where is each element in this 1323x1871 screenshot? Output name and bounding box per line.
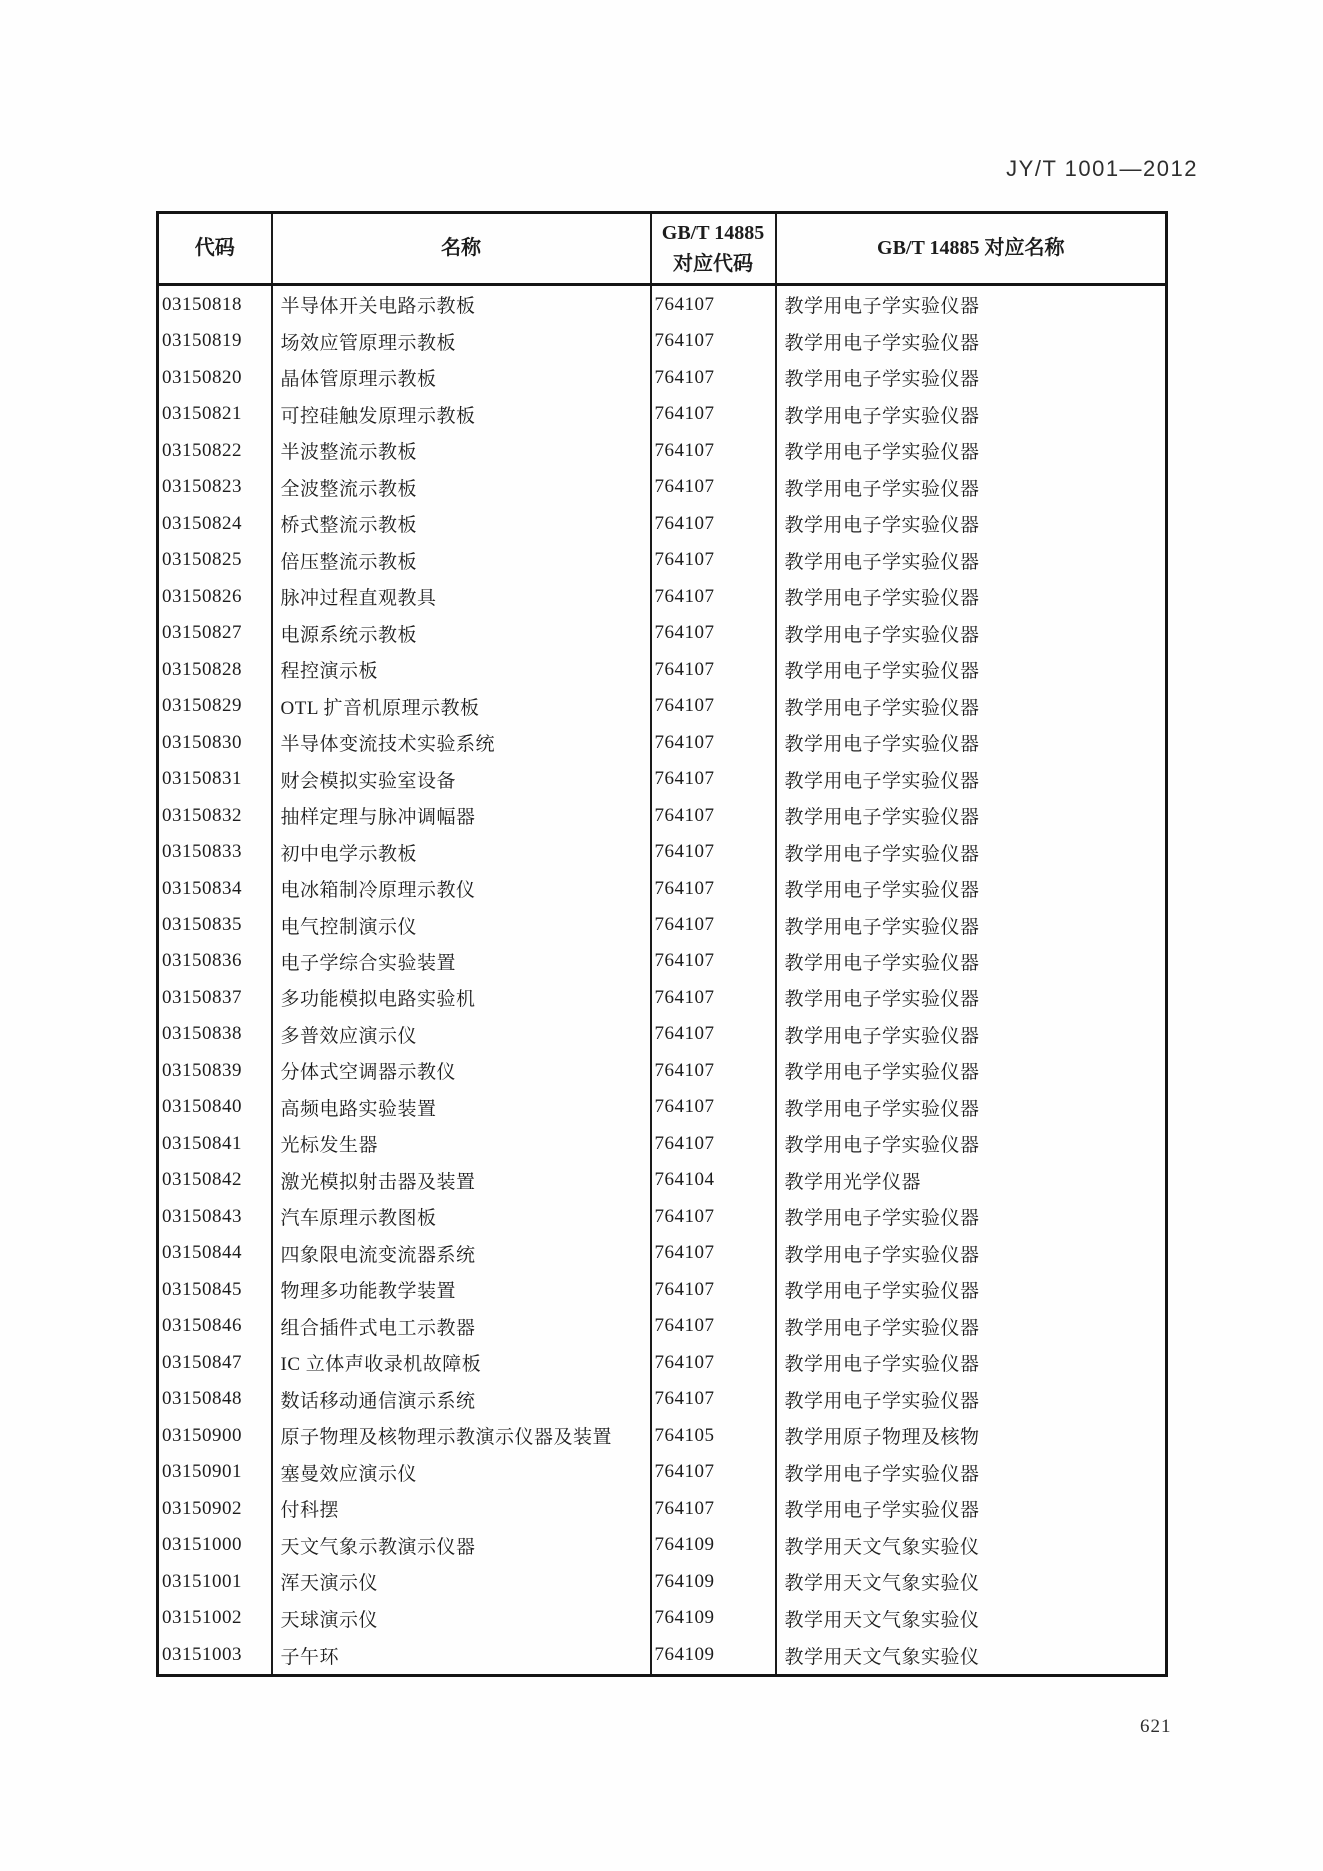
- gbt-code-cell: 764109: [651, 1636, 776, 1675]
- name-cell: 物理多功能教学装置: [272, 1272, 651, 1308]
- gbt-name-cell: 教学用电子学实验仪器: [776, 797, 1167, 833]
- code-cell: 03150842: [162, 1169, 242, 1191]
- gbt-code-cell: 764107: [651, 360, 776, 396]
- code-cell: 03150902: [162, 1497, 242, 1519]
- name-cell: 程控演示板: [272, 651, 651, 687]
- name-cell: 倍压整流示教板: [272, 542, 651, 578]
- header-gbt-code-line2: 对应代码: [673, 252, 753, 275]
- name-cell: 子午环: [272, 1636, 651, 1675]
- table-row: [158, 1199, 1167, 1235]
- gbt-code-cell: 764107: [651, 907, 776, 943]
- name-cell: 电子学综合实验装置: [272, 943, 651, 979]
- code-cell: 03151003: [162, 1644, 242, 1666]
- table-row: [158, 1272, 1167, 1308]
- table-row: [158, 396, 1167, 432]
- table-row: [158, 505, 1167, 541]
- gbt-name-cell: 教学用电子学实验仪器: [776, 542, 1167, 578]
- gbt-code-cell: 764107: [651, 542, 776, 578]
- code-cell: 03151002: [162, 1607, 242, 1629]
- table-row: [158, 1527, 1167, 1563]
- gbt-name-cell: 教学用电子学实验仪器: [776, 1454, 1167, 1490]
- table-row: [158, 1345, 1167, 1381]
- code-cell: 03150838: [162, 1023, 242, 1045]
- code-cell: 03150848: [162, 1388, 242, 1410]
- gbt-name-cell: 教学用电子学实验仪器: [776, 834, 1167, 870]
- table-header-row: [158, 213, 1167, 285]
- table-row: [158, 1016, 1167, 1052]
- table-row: [158, 432, 1167, 468]
- code-cell: 03151001: [162, 1570, 242, 1592]
- gbt-name-cell: 教学用原子物理及核物: [776, 1418, 1167, 1454]
- gbt-name-cell: 教学用电子学实验仪器: [776, 1308, 1167, 1344]
- table-row: [158, 285, 1167, 324]
- gbt-name-cell: 教学用电子学实验仪器: [776, 1199, 1167, 1235]
- gbt-code-cell: 764107: [651, 615, 776, 651]
- table-row: [158, 797, 1167, 833]
- table-row: [158, 1381, 1167, 1417]
- table-row: [158, 1563, 1167, 1599]
- doc-standard-number: JY/T 1001—2012: [1006, 156, 1198, 181]
- table-row: [158, 1235, 1167, 1271]
- gbt-code-cell: 764107: [651, 323, 776, 359]
- table-row: [158, 323, 1167, 359]
- code-cell: 03150819: [162, 330, 242, 352]
- gbt-name-cell: 教学用光学仪器: [776, 1162, 1167, 1198]
- name-cell: 数话移动通信演示系统: [272, 1381, 651, 1417]
- code-cell: 03150831: [162, 768, 242, 790]
- table-body: [158, 285, 1167, 1676]
- gbt-code-cell: 764107: [651, 578, 776, 614]
- gbt-name-cell: 教学用天文气象实验仪: [776, 1600, 1167, 1636]
- gbt-name-cell: 教学用电子学实验仪器: [776, 578, 1167, 614]
- header-gbt-code-line1: GB/T 14885: [661, 221, 765, 244]
- header-code-label: 代码: [194, 237, 235, 259]
- gbt-name-cell: 教学用电子学实验仪器: [776, 615, 1167, 651]
- name-cell: 四象限电流变流器系统: [272, 1235, 651, 1271]
- header-gbt-name-label: GB/T 14885 对应名称: [877, 237, 1065, 259]
- gbt-code-cell: 764107: [651, 432, 776, 468]
- name-cell: 桥式整流示教板: [272, 505, 651, 541]
- name-cell: 原子物理及核物理示教演示仪器及装置: [272, 1418, 651, 1454]
- gbt-code-cell: 764107: [651, 396, 776, 432]
- table-row: [158, 980, 1167, 1016]
- gbt-code-cell: 764107: [651, 1491, 776, 1527]
- name-cell: 全波整流示教板: [272, 469, 651, 505]
- table-row: [158, 1454, 1167, 1490]
- code-cell: 03150820: [162, 366, 242, 388]
- gbt-name-cell: 教学用电子学实验仪器: [776, 1235, 1167, 1271]
- gbt-name-cell: 教学用电子学实验仪器: [776, 323, 1167, 359]
- name-cell: 抽样定理与脉冲调幅器: [272, 797, 651, 833]
- code-cell: 03150835: [162, 914, 242, 935]
- gbt-name-cell: 教学用天文气象实验仪: [776, 1563, 1167, 1599]
- gbt-name-cell: 教学用电子学实验仪器: [776, 1491, 1167, 1527]
- gbt-name-cell: 教学用电子学实验仪器: [776, 943, 1167, 979]
- table-row: [158, 1491, 1167, 1527]
- gbt-name-cell: 教学用电子学实验仪器: [776, 469, 1167, 505]
- gbt-name-cell: 教学用电子学实验仪器: [776, 1126, 1167, 1162]
- gbt-code-cell: 764107: [651, 761, 776, 797]
- code-cell: 03150843: [162, 1205, 242, 1227]
- gbt-code-cell: 764107: [651, 870, 776, 906]
- gbt-code-cell: 764107: [651, 980, 776, 1016]
- name-cell: 可控硅触发原理示教板: [272, 396, 651, 432]
- code-cell: 03150829: [162, 695, 242, 717]
- table-row: [158, 1053, 1167, 1089]
- gbt-code-cell: 764109: [651, 1600, 776, 1636]
- gbt-name-cell: 教学用电子学实验仪器: [776, 724, 1167, 760]
- gbt-code-cell: 764104: [651, 1162, 776, 1198]
- name-cell: 汽车原理示教图板: [272, 1199, 651, 1235]
- table-row: [158, 1308, 1167, 1344]
- gbt-name-cell: 教学用电子学实验仪器: [776, 761, 1167, 797]
- gbt-name-cell: 教学用电子学实验仪器: [776, 1381, 1167, 1417]
- table-row: [158, 1126, 1167, 1162]
- name-cell: 初中电学示教板: [272, 834, 651, 870]
- table-row: [158, 1600, 1167, 1636]
- code-cell: 03150834: [162, 877, 242, 899]
- table-row: [158, 943, 1167, 979]
- header-code: [158, 213, 272, 285]
- gbt-code-cell: 764109: [651, 1563, 776, 1599]
- code-mapping-table: [156, 211, 1168, 1677]
- gbt-name-cell: 教学用电子学实验仪器: [776, 651, 1167, 687]
- name-cell: 财会模拟实验室设备: [272, 761, 651, 797]
- header-name: [272, 213, 651, 285]
- gbt-code-cell: 764107: [651, 943, 776, 979]
- code-cell: 03150818: [162, 293, 242, 315]
- name-cell: 付科摆: [272, 1491, 651, 1527]
- table-row: [158, 360, 1167, 396]
- name-cell: 脉冲过程直观教具: [272, 578, 651, 614]
- table-row: [158, 724, 1167, 760]
- code-cell: 03150822: [162, 439, 242, 461]
- code-cell: 03150846: [162, 1315, 242, 1337]
- table-row: [158, 1418, 1167, 1454]
- name-cell: 分体式空调器示教仪: [272, 1053, 651, 1089]
- gbt-name-cell: 教学用电子学实验仪器: [776, 1016, 1167, 1052]
- code-cell: 03150823: [162, 476, 242, 498]
- name-cell: 多普效应演示仪: [272, 1016, 651, 1052]
- code-cell: 03150830: [162, 731, 242, 753]
- code-cell: 03150826: [162, 585, 242, 607]
- table-row: [158, 1162, 1167, 1198]
- gbt-code-cell: 764107: [651, 688, 776, 724]
- name-cell: 电源系统示教板: [272, 615, 651, 651]
- table-row: [158, 870, 1167, 906]
- gbt-name-cell: 教学用天文气象实验仪: [776, 1636, 1167, 1675]
- name-cell: 半导体变流技术实验系统: [272, 724, 651, 760]
- name-cell: 场效应管原理示教板: [272, 323, 651, 359]
- gbt-code-cell: 764107: [651, 724, 776, 760]
- gbt-name-cell: 教学用电子学实验仪器: [776, 505, 1167, 541]
- gbt-code-cell: 764107: [651, 1235, 776, 1271]
- gbt-name-cell: 教学用电子学实验仪器: [776, 1053, 1167, 1089]
- gbt-code-cell: 764107: [651, 1016, 776, 1052]
- code-cell: 03150901: [162, 1461, 242, 1483]
- table-row: [158, 578, 1167, 614]
- gbt-code-cell: 764107: [651, 1345, 776, 1381]
- gbt-code-cell: 764107: [651, 1126, 776, 1162]
- table-row: [158, 761, 1167, 797]
- name-cell: 电冰箱制冷原理示教仪: [272, 870, 651, 906]
- gbt-name-cell: 教学用电子学实验仪器: [776, 1272, 1167, 1308]
- name-cell: 塞曼效应演示仪: [272, 1454, 651, 1490]
- name-cell: 电气控制演示仪: [272, 907, 651, 943]
- code-cell: 03150845: [162, 1278, 242, 1300]
- table-row: [158, 651, 1167, 687]
- gbt-code-cell: 764107: [651, 1454, 776, 1490]
- name-cell: 光标发生器: [272, 1126, 651, 1162]
- name-cell: 半波整流示教板: [272, 432, 651, 468]
- code-cell: 03150839: [162, 1059, 242, 1081]
- gbt-code-cell: 764107: [651, 651, 776, 687]
- code-cell: 03150847: [162, 1351, 242, 1373]
- table-row: [158, 615, 1167, 651]
- table-row: [158, 1636, 1167, 1675]
- gbt-code-cell: 764105: [651, 1418, 776, 1454]
- code-cell: 03150844: [162, 1242, 242, 1264]
- table-row: [158, 542, 1167, 578]
- name-cell: 天球演示仪: [272, 1600, 651, 1636]
- code-cell: 03150836: [162, 950, 242, 972]
- gbt-name-cell: 教学用电子学实验仪器: [776, 907, 1167, 943]
- gbt-name-cell: 教学用电子学实验仪器: [776, 285, 1167, 324]
- gbt-code-cell: 764107: [651, 834, 776, 870]
- gbt-code-cell: 764107: [651, 505, 776, 541]
- code-cell: 03150832: [162, 804, 242, 826]
- code-cell: 03150827: [162, 622, 242, 644]
- name-cell: 浑天演示仪: [272, 1563, 651, 1599]
- gbt-name-cell: 教学用电子学实验仪器: [776, 1089, 1167, 1125]
- name-cell: 激光模拟射击器及装置: [272, 1162, 651, 1198]
- code-cell: 03150825: [162, 549, 242, 571]
- code-cell: 03150840: [162, 1096, 242, 1118]
- header-gbt-name: [776, 213, 1167, 285]
- gbt-code-cell: 764107: [651, 1381, 776, 1417]
- gbt-name-cell: 教学用电子学实验仪器: [776, 870, 1167, 906]
- gbt-code-cell: 764107: [651, 797, 776, 833]
- gbt-code-cell: 764107: [651, 285, 776, 324]
- gbt-code-cell: 764107: [651, 1199, 776, 1235]
- gbt-code-cell: 764107: [651, 1272, 776, 1308]
- gbt-name-cell: 教学用电子学实验仪器: [776, 1345, 1167, 1381]
- name-cell: 多功能模拟电路实验机: [272, 980, 651, 1016]
- code-cell: 03150833: [162, 841, 242, 863]
- name-cell: 天文气象示教演示仪器: [272, 1527, 651, 1563]
- code-cell: 03151000: [162, 1534, 242, 1556]
- table-row: [158, 469, 1167, 505]
- name-cell: 半导体开关电路示教板: [272, 285, 651, 324]
- name-cell: 高频电路实验装置: [272, 1089, 651, 1125]
- code-cell: 03150828: [162, 658, 242, 680]
- code-cell: 03150821: [162, 403, 242, 425]
- table-row: [158, 907, 1167, 943]
- header-name-label: 名称: [441, 237, 481, 259]
- gbt-name-cell: 教学用电子学实验仪器: [776, 688, 1167, 724]
- name-cell: 组合插件式电工示教器: [272, 1308, 651, 1344]
- gbt-name-cell: 教学用电子学实验仪器: [776, 432, 1167, 468]
- code-cell: 03150837: [162, 986, 242, 1008]
- gbt-code-cell: 764107: [651, 469, 776, 505]
- table-row: [158, 834, 1167, 870]
- code-cell: 03150824: [162, 512, 242, 534]
- gbt-code-cell: 764109: [651, 1527, 776, 1563]
- gbt-name-cell: 教学用电子学实验仪器: [776, 396, 1167, 432]
- name-cell: IC 立体声收录机故障板: [272, 1345, 651, 1381]
- header-gbt-code: [651, 213, 776, 285]
- table-row: [158, 1089, 1167, 1125]
- code-cell: 03150900: [162, 1424, 242, 1446]
- gbt-code-cell: 764107: [651, 1089, 776, 1125]
- code-cell: 03150841: [162, 1132, 242, 1154]
- page-number: 621: [1140, 1716, 1172, 1737]
- table-row: [158, 688, 1167, 724]
- gbt-name-cell: 教学用电子学实验仪器: [776, 360, 1167, 396]
- gbt-code-cell: 764107: [651, 1053, 776, 1089]
- name-cell: OTL 扩音机原理示教板: [272, 688, 651, 724]
- gbt-code-cell: 764107: [651, 1308, 776, 1344]
- gbt-name-cell: 教学用电子学实验仪器: [776, 980, 1167, 1016]
- name-cell: 晶体管原理示教板: [272, 360, 651, 396]
- gbt-name-cell: 教学用天文气象实验仪: [776, 1527, 1167, 1563]
- table-header: [158, 213, 1167, 285]
